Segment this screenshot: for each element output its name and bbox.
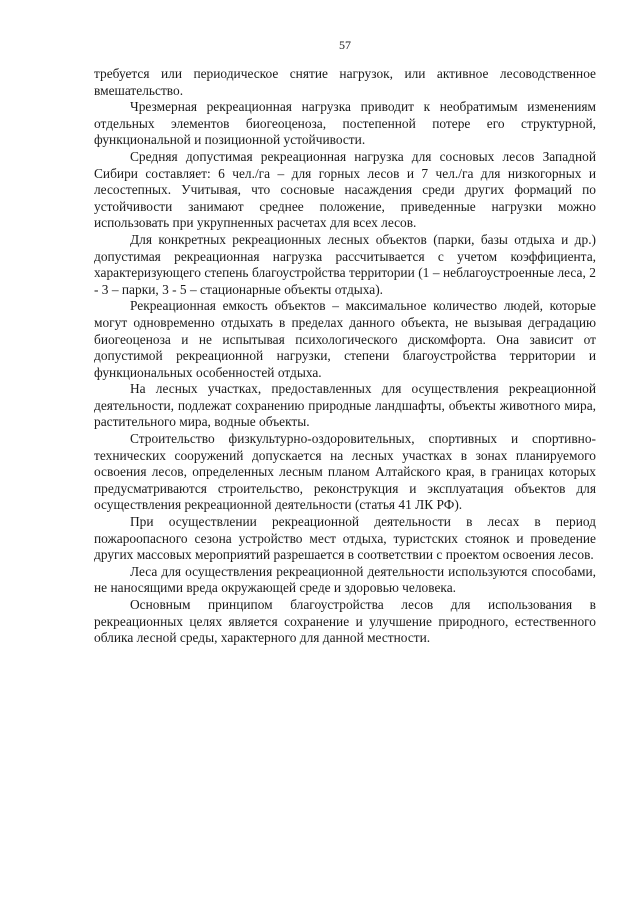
paragraph-4: Для конкретных рекреационных лесных объектов (парки, базы отдыха и др.) допустимая рекреационная нагрузка рассчитывается с учетом коэффициента, характеризующего степень благоустройства территории (1 – неблагоустроенные леса, 2 - 3 – парки, 3 - 5 – стационарные объекты отдыха). [94,231,596,297]
paragraph-3: Средняя допустимая рекреационная нагрузка для сосновых лесов Западной Сибири составляет: 6 чел./га – для горных лесов и 7 чел./га для низкогорных и лесостепных. Учитывая, что сосновые насаждения среди других формаций по устойчивости занимают среднее положение, приведенные нагрузки можно использовать при укрупненных расчетах для всех лесов. [94,148,596,231]
paragraph-6: На лесных участках, предоставленных для осуществления рекреационной деятельности, подлежат сохранению природные ландшафты, объекты животного мира, растительного мира, водные объекты. [94,381,596,430]
paragraph-7: Строительство физкультурно-оздоровительных, спортивных и спортивно-технических сооружений допускается на лесных участках в зонах планируемого освоения лесов, определенных лесным планом Алтайского края, в границах которых предусматриваются строительство, реконструкция и эксплуатация объектов для осуществления рекреационной деятельности (статья 41 ЛК РФ). [94,431,596,513]
paragraph-10: Основным принципом благоустройства лесов для использования в рекреационных целях является сохранение и улучшение природного, естественного облика лесной среды, характерного для данной местности. [94,597,596,646]
paragraph-1: требуется или периодическое снятие нагрузок, или активное лесоводственное вмешательство. [94,66,596,98]
body-text [94,66,596,647]
paragraph-2: Чрезмерная рекреационная нагрузка приводит к необратимым изменениям отдельных элементов биогеоценоза, постепенной потере его структурной, функциональной и позиционной устойчивости. [94,99,596,148]
page-number: 57 [339,38,351,52]
paragraph-8: При осуществлении рекреационной деятельности в лесах в период пожароопасного сезона устройство мест отдыха, туристских стоянок и проведение других массовых мероприятий разрешается в соответствии с проектом освоения лесов. [94,514,596,563]
paragraph-9: Леса для осуществления рекреационной деятельности используются способами, не наносящими вреда окружающей среде и здоровью человека. [94,563,596,596]
paragraph-5: Рекреационная емкость объектов – максимальное количество людей, которые могут одновременно отдыхать в пределах данного объекта, не вызывая деградацию биогеоценоза и не испытывая психологического дискомфорта. Она зависит от допустимой рекреационной нагрузки, степени благоустройства территории и функциональных особенностей отдыха. [94,298,596,380]
